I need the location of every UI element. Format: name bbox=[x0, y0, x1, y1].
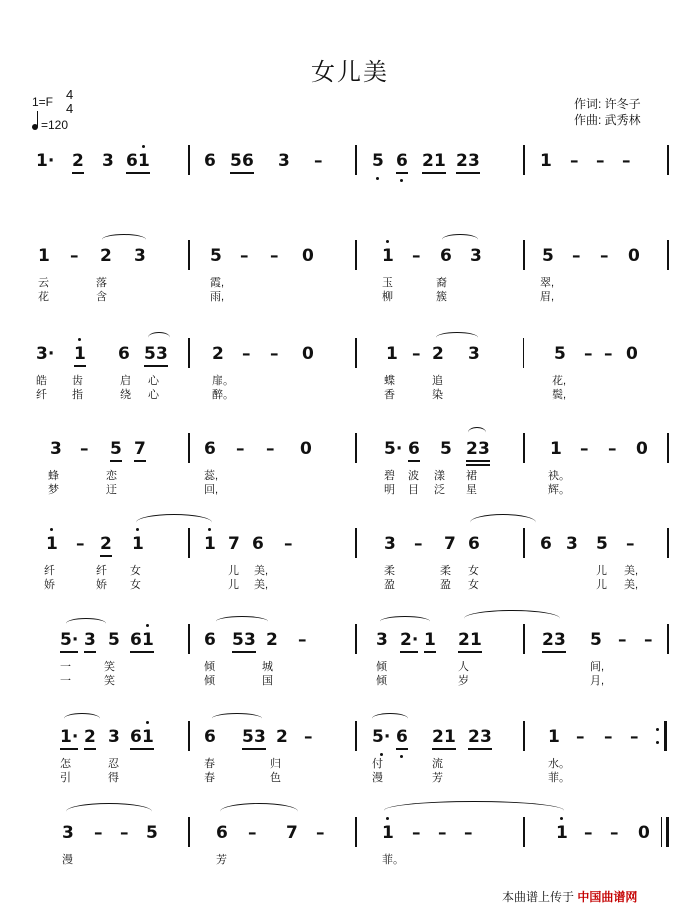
lyric: 付 bbox=[372, 758, 383, 770]
note: 3 bbox=[470, 246, 482, 266]
note: 0 bbox=[302, 246, 314, 266]
lyric: 齿 bbox=[72, 375, 83, 387]
note: 1 bbox=[434, 151, 446, 171]
note: 3· bbox=[36, 344, 55, 364]
lyric: 月, bbox=[590, 675, 605, 687]
lyric: 柳 bbox=[382, 291, 393, 303]
lyric: 恋 bbox=[106, 470, 117, 482]
lyric: 娇 bbox=[96, 579, 107, 591]
note: 2 bbox=[100, 534, 112, 554]
lyric: 雨, bbox=[210, 291, 225, 303]
note: 3 bbox=[134, 246, 146, 266]
note: – bbox=[284, 534, 293, 554]
lyric: 碧 bbox=[384, 470, 395, 482]
note: 2 bbox=[422, 151, 434, 171]
note: 1 bbox=[470, 630, 482, 650]
lyric: 明 bbox=[384, 484, 395, 496]
note: 6 bbox=[204, 727, 216, 747]
note: 3 bbox=[254, 727, 266, 747]
note: 1· bbox=[60, 727, 78, 747]
note: 2 bbox=[466, 439, 478, 459]
note: 2 bbox=[84, 727, 96, 747]
lyric: 盈 bbox=[384, 579, 395, 591]
note: – bbox=[76, 534, 85, 554]
lyric: 追 bbox=[432, 375, 443, 387]
note: 3 bbox=[566, 534, 578, 554]
lyric: 玉 bbox=[382, 277, 393, 289]
note: 1 bbox=[556, 823, 568, 843]
lyric: 心 bbox=[148, 375, 159, 387]
lyric: 归 bbox=[270, 758, 281, 770]
note: – bbox=[304, 727, 313, 747]
lyric: 翠, bbox=[540, 277, 555, 289]
lyric: 美, bbox=[624, 579, 639, 591]
note: 5 bbox=[230, 151, 242, 171]
note: 6 bbox=[252, 534, 264, 554]
note: 6 bbox=[242, 151, 254, 171]
note: 5 bbox=[110, 439, 122, 459]
note: 0 bbox=[636, 439, 648, 459]
note: 1 bbox=[550, 439, 562, 459]
note: 5 bbox=[242, 727, 254, 747]
note: 5· bbox=[372, 727, 390, 747]
note: 1· bbox=[36, 151, 55, 171]
note: – bbox=[596, 151, 605, 171]
note: 3 bbox=[478, 439, 490, 459]
lyric: 倾 bbox=[204, 675, 215, 687]
lyric: 女 bbox=[468, 579, 479, 591]
note: – bbox=[584, 823, 593, 843]
note: – bbox=[600, 246, 609, 266]
note: 3 bbox=[376, 630, 388, 650]
note: 3 bbox=[244, 630, 256, 650]
lyric: 绕 bbox=[120, 389, 131, 401]
lyric: 目 bbox=[408, 484, 419, 496]
quarter-note-icon bbox=[32, 124, 38, 130]
lyric: 人 bbox=[458, 661, 469, 673]
note: 1 bbox=[204, 534, 216, 554]
lyric: 霞, bbox=[210, 277, 225, 289]
score-row-2 bbox=[0, 240, 700, 310]
note: 2 bbox=[456, 151, 468, 171]
note: 6 bbox=[440, 246, 452, 266]
lyric: 纤 bbox=[44, 565, 55, 577]
lyric: 女 bbox=[468, 565, 479, 577]
note: 2 bbox=[458, 630, 470, 650]
lyric: 含 bbox=[96, 291, 107, 303]
note: 1 bbox=[38, 246, 50, 266]
lyric: 倾 bbox=[376, 661, 387, 673]
lyric: 扉。 bbox=[212, 375, 234, 387]
note: – bbox=[438, 823, 447, 843]
note: 6 bbox=[204, 151, 216, 171]
score-row-8 bbox=[0, 817, 700, 887]
lyric: 心 bbox=[148, 389, 159, 401]
note: – bbox=[242, 344, 251, 364]
lyric: 裔 bbox=[436, 277, 447, 289]
note: – bbox=[412, 246, 421, 266]
lyric: 花 bbox=[38, 291, 49, 303]
note: 6 bbox=[540, 534, 552, 554]
lyric: 美, bbox=[624, 565, 639, 577]
score-row-3 bbox=[0, 338, 700, 408]
lyric: 春 bbox=[204, 772, 215, 784]
note: 1 bbox=[382, 246, 394, 266]
lyric: 皓 bbox=[36, 375, 47, 387]
lyric: 眉, bbox=[540, 291, 555, 303]
lyric: 落 bbox=[96, 277, 107, 289]
lyric: 辉。 bbox=[548, 484, 570, 496]
lyric: 香 bbox=[384, 389, 395, 401]
lyric: 袂。 bbox=[548, 470, 570, 482]
lyric: 儿 bbox=[228, 565, 239, 577]
note: – bbox=[610, 823, 619, 843]
lyric: 盈 bbox=[440, 579, 451, 591]
lyric: 美, bbox=[254, 579, 269, 591]
note: 3 bbox=[554, 630, 566, 650]
lyric: 染 bbox=[432, 389, 443, 401]
note: – bbox=[316, 823, 325, 843]
note: 5 bbox=[596, 534, 608, 554]
lyric: 女 bbox=[130, 579, 141, 591]
lyric: 芳 bbox=[432, 772, 443, 784]
lyric: 怎 bbox=[60, 758, 71, 770]
note: – bbox=[584, 344, 593, 364]
note: 1 bbox=[424, 630, 436, 650]
lyric: 指 bbox=[72, 389, 83, 401]
lyric: 蕊, bbox=[204, 470, 219, 482]
note: 7 bbox=[228, 534, 240, 554]
note: – bbox=[120, 823, 129, 843]
note: – bbox=[314, 151, 323, 171]
note: – bbox=[580, 439, 589, 459]
lyric: 城 bbox=[262, 661, 273, 673]
note: 6 bbox=[130, 727, 142, 747]
note: 5 bbox=[232, 630, 244, 650]
lyric: 菲。 bbox=[382, 854, 404, 866]
lyric: 星 bbox=[466, 484, 477, 496]
note: 3 bbox=[108, 727, 120, 747]
note: – bbox=[604, 344, 613, 364]
lyric: 柔 bbox=[384, 565, 395, 577]
note: 3 bbox=[468, 151, 480, 171]
note: 1 bbox=[142, 727, 154, 747]
note: 1 bbox=[548, 727, 560, 747]
note: 3 bbox=[156, 344, 168, 364]
lyric: 醉。 bbox=[212, 389, 234, 401]
lyric: 漾 bbox=[434, 470, 445, 482]
note: – bbox=[80, 439, 89, 459]
note: 0 bbox=[302, 344, 314, 364]
lyric: 忍 bbox=[108, 758, 119, 770]
lyric: 儿 bbox=[596, 565, 607, 577]
note: – bbox=[412, 344, 421, 364]
key-signature: 1=F bbox=[32, 95, 54, 109]
note: 6 bbox=[204, 630, 216, 650]
lyric: 云 bbox=[38, 277, 49, 289]
note: – bbox=[240, 246, 249, 266]
lyric: 裙 bbox=[466, 470, 477, 482]
note: 6 bbox=[408, 439, 420, 459]
note: – bbox=[248, 823, 257, 843]
lyric: 花, bbox=[552, 375, 567, 387]
note: 5 bbox=[542, 246, 554, 266]
composer: 作曲: 武秀林 bbox=[574, 113, 641, 127]
note: 1 bbox=[386, 344, 398, 364]
note: 2 bbox=[542, 630, 554, 650]
score-row-5 bbox=[0, 528, 700, 598]
note: 6 bbox=[396, 151, 408, 171]
note: 2 bbox=[432, 727, 444, 747]
note: 5 bbox=[144, 344, 156, 364]
note: 3 bbox=[468, 344, 480, 364]
lyric: 迂 bbox=[106, 484, 117, 496]
note: – bbox=[630, 727, 639, 747]
note: – bbox=[236, 439, 245, 459]
lyric: 梦 bbox=[48, 484, 59, 496]
lyric: 国 bbox=[262, 675, 273, 687]
lyric: 倾 bbox=[204, 661, 215, 673]
note: 6 bbox=[126, 151, 138, 171]
note: 3 bbox=[384, 534, 396, 554]
lyric: 波 bbox=[408, 470, 419, 482]
note: 6 bbox=[130, 630, 142, 650]
note: 2 bbox=[266, 630, 278, 650]
note: 6 bbox=[118, 344, 130, 364]
note: 0 bbox=[638, 823, 650, 843]
note: 0 bbox=[626, 344, 638, 364]
note: – bbox=[298, 630, 307, 650]
score-row-6 bbox=[0, 624, 700, 694]
note: 5 bbox=[210, 246, 222, 266]
tempo-marking bbox=[32, 118, 68, 132]
note: – bbox=[604, 727, 613, 747]
lyric: 流 bbox=[432, 758, 443, 770]
score-row-4 bbox=[0, 433, 700, 503]
note: – bbox=[618, 630, 627, 650]
lyric: 纤 bbox=[96, 565, 107, 577]
note: – bbox=[608, 439, 617, 459]
lyric: 鬓, bbox=[552, 389, 567, 401]
note: 1 bbox=[540, 151, 552, 171]
note: 1 bbox=[132, 534, 144, 554]
note: – bbox=[70, 246, 79, 266]
lyric: 春 bbox=[204, 758, 215, 770]
note: – bbox=[270, 344, 279, 364]
lyric: 引 bbox=[60, 772, 71, 784]
note: 1 bbox=[74, 344, 86, 364]
note: 5· bbox=[60, 630, 78, 650]
note: – bbox=[266, 439, 275, 459]
note: 2 bbox=[212, 344, 224, 364]
lyric: 得 bbox=[108, 772, 119, 784]
footer-text: 本曲谱上传于 bbox=[502, 890, 575, 904]
note: 3 bbox=[84, 630, 96, 650]
lyric: 簇 bbox=[436, 291, 447, 303]
note: – bbox=[572, 246, 581, 266]
note: 6 bbox=[396, 727, 408, 747]
note: – bbox=[622, 151, 631, 171]
note: 2 bbox=[468, 727, 480, 747]
lyric: 纤 bbox=[36, 389, 47, 401]
time-signature-bottom: 4 bbox=[66, 101, 74, 116]
note: – bbox=[626, 534, 635, 554]
lyric: 娇 bbox=[44, 579, 55, 591]
note: 7 bbox=[444, 534, 456, 554]
lyric: 泛 bbox=[434, 484, 445, 496]
lyricist: 作词: 许冬子 bbox=[574, 97, 641, 111]
score-title: 女儿美 bbox=[311, 59, 389, 86]
note: 6 bbox=[468, 534, 480, 554]
lyric: 笑 bbox=[104, 661, 115, 673]
lyric: 蜂 bbox=[48, 470, 59, 482]
lyric: 漫 bbox=[372, 772, 383, 784]
note: 5· bbox=[384, 439, 403, 459]
note: 1 bbox=[444, 727, 456, 747]
lyric: 美, bbox=[254, 565, 269, 577]
lyric: 笑 bbox=[104, 675, 115, 687]
note: – bbox=[576, 727, 585, 747]
note: 5 bbox=[108, 630, 120, 650]
time-signature-top: 4 bbox=[66, 87, 74, 102]
note: – bbox=[570, 151, 579, 171]
note: 3 bbox=[480, 727, 492, 747]
site-logo[interactable]: 中国曲谱网 bbox=[577, 890, 638, 904]
note: 7 bbox=[134, 439, 146, 459]
lyric: 色 bbox=[270, 772, 281, 784]
note: 3 bbox=[62, 823, 74, 843]
lyric: 启 bbox=[120, 375, 131, 387]
note: – bbox=[414, 534, 423, 554]
lyric: 柔 bbox=[440, 565, 451, 577]
note: 1 bbox=[142, 630, 154, 650]
credits bbox=[574, 96, 641, 128]
note: 2 bbox=[100, 246, 112, 266]
note: 0 bbox=[300, 439, 312, 459]
note: 5 bbox=[440, 439, 452, 459]
footer bbox=[502, 888, 637, 905]
note: 3 bbox=[50, 439, 62, 459]
note: 3 bbox=[278, 151, 290, 171]
note: – bbox=[464, 823, 473, 843]
lyric: 儿 bbox=[228, 579, 239, 591]
note: 7 bbox=[286, 823, 298, 843]
note: 1 bbox=[46, 534, 58, 554]
note: 5 bbox=[146, 823, 158, 843]
lyric: 间, bbox=[590, 661, 605, 673]
note: 6 bbox=[204, 439, 216, 459]
note: 5 bbox=[590, 630, 602, 650]
lyric: 岁 bbox=[458, 675, 469, 687]
time-signature bbox=[66, 88, 73, 116]
note: – bbox=[94, 823, 103, 843]
note: 5 bbox=[554, 344, 566, 364]
note: – bbox=[412, 823, 421, 843]
score-row-7 bbox=[0, 721, 700, 791]
note: 2 bbox=[432, 344, 444, 364]
note: 1 bbox=[382, 823, 394, 843]
note: – bbox=[270, 246, 279, 266]
note: 3 bbox=[102, 151, 114, 171]
lyric: 女 bbox=[130, 565, 141, 577]
lyric: 倾 bbox=[376, 675, 387, 687]
lyric: 漫 bbox=[62, 854, 73, 866]
note: 2 bbox=[72, 151, 84, 171]
lyric: 蝶 bbox=[384, 375, 395, 387]
lyric: 儿 bbox=[596, 579, 607, 591]
note: 6 bbox=[216, 823, 228, 843]
tempo-value: =120 bbox=[41, 118, 69, 132]
note: 2 bbox=[276, 727, 288, 747]
lyric: 芳 bbox=[216, 854, 227, 866]
note: 5 bbox=[372, 151, 384, 171]
lyric: 一 bbox=[60, 675, 71, 687]
lyric: 水。 bbox=[548, 758, 570, 770]
lyric: 菲。 bbox=[548, 772, 570, 784]
lyric: 一 bbox=[60, 661, 71, 673]
note: – bbox=[644, 630, 653, 650]
note: 0 bbox=[628, 246, 640, 266]
lyric: 回, bbox=[204, 484, 219, 496]
note: 2· bbox=[400, 630, 418, 650]
note: 1 bbox=[138, 151, 150, 171]
score-row-1 bbox=[0, 145, 700, 215]
